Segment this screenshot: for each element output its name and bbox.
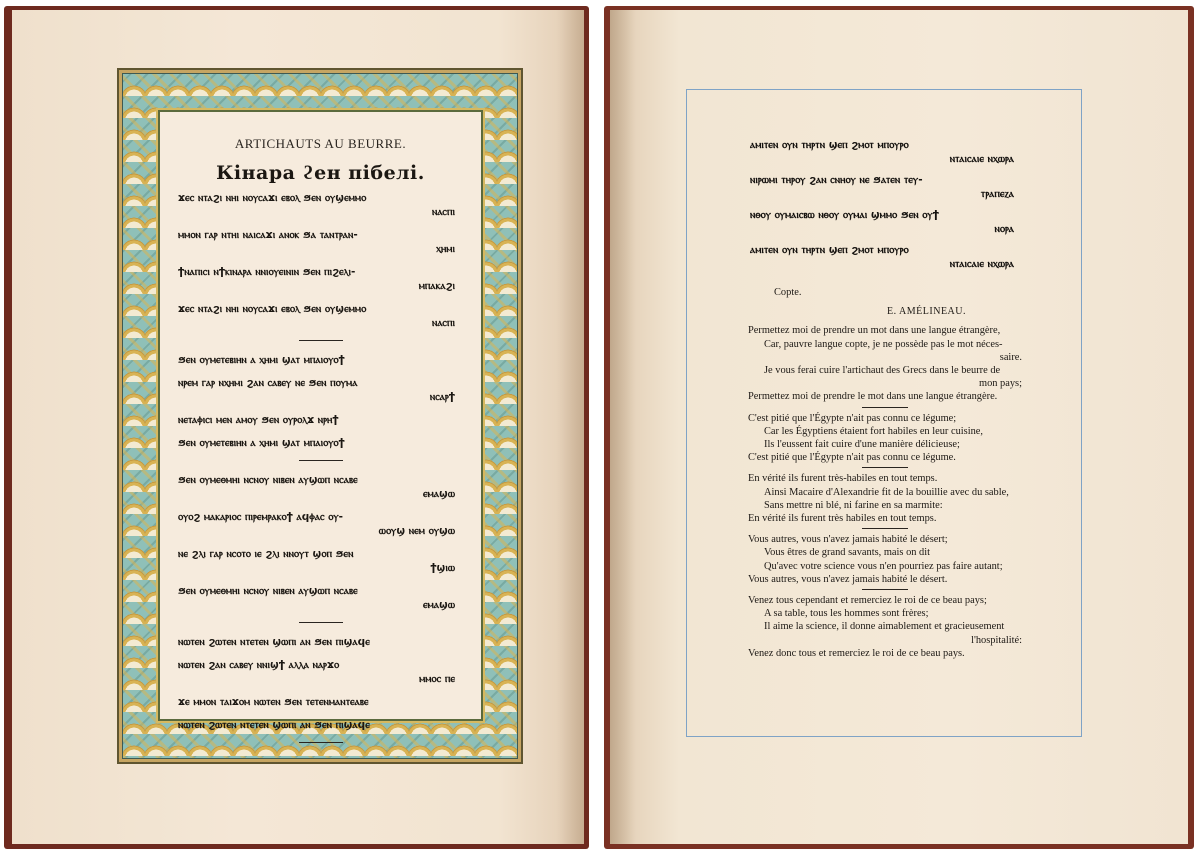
stanza-divider — [862, 467, 908, 468]
verse-text: C'est pitié que l'Égypte n'ait pas connu ce légume. — [748, 452, 956, 464]
verse-line — [748, 438, 1022, 451]
coptic-line — [178, 584, 463, 612]
coptic-line-continuation: ⲛⲧⲁⲓⲥⲁⲓⲉ ⲛⲭⲱⲣⲁ — [949, 258, 1014, 270]
coptic-refrain — [750, 138, 1022, 278]
coptic-line — [178, 413, 463, 427]
coptic-line — [178, 635, 463, 649]
verse-text: Venez tous cependant et remerciez le roi de ce beau pays; — [748, 595, 987, 607]
french-translation — [748, 286, 1022, 660]
coptic-line-text: ⲛⲓⲣⲱⲙⲓ ⲧⲏⲣⲟⲩ ϩⲁⲛ ⲥⲛⲏⲟⲩ ⲛⲉ ϧⲁⲧⲉⲛ ⲧⲉⲩ- — [750, 174, 923, 186]
coptic-line-text: ⲁⲙⲓⲧⲉⲛ ⲟⲩⲛ ⲧⲏⲣⲧⲛ ϣⲉⲡ ϩⲙⲟⲧ ⲙⲡⲟⲩⲣⲟ — [750, 139, 909, 151]
verse-continuation: mon pays; — [978, 378, 1022, 390]
coptic-stanzas — [178, 191, 463, 743]
verse-line — [748, 486, 1022, 499]
coptic-line-continuation: ⲧⲣⲁⲡⲉⲍⲁ — [980, 188, 1014, 200]
verse-line — [748, 594, 1022, 607]
verse-continuation: l'hospitalité: — [971, 634, 1022, 646]
verse-line — [748, 573, 1022, 586]
coptic-line-text: ⲛⲱⲧⲉⲛ ϩⲱⲧⲉⲛ ⲛⲧⲉⲧⲉⲛ ϣⲱⲡⲓ ⲁⲛ ϧⲉⲛ ⲡⲓϣⲁϥⲉ — [178, 719, 370, 731]
coptic-stanza — [178, 473, 463, 612]
coptic-line — [178, 473, 463, 501]
coptic-line-text: ⲙⲙⲟⲛ ⲅⲁⲣ ⲛⲧⲏⲓ ⲛⲁⲓⲥⲁϫⲓ ⲁⲛⲟⲕ ϧⲁ ⲧⲁⲛⲧⲣⲁⲛ- — [178, 229, 358, 241]
coptic-line-text: ϯⲛⲁⲡⲓⲥⲓ ⲛϯⲕⲓⲛⲁⲣⲁ ⲛⲛⲓⲟⲩⲉⲓⲛⲓⲛ ϧⲉⲛ ⲡⲓϩⲉⲗⲓ- — [178, 266, 356, 278]
coptic-line-text: ϧⲉⲛ ⲟⲩⲙⲉⲧⲉⲃⲓⲏⲛ ⲁ ⲭⲏⲙⲓ ϣⲁⲧ ⲙⲡⲁⲓⲟⲩⲟϯ — [178, 437, 345, 449]
verse-line — [748, 647, 1022, 660]
language-label: Copte. — [774, 287, 802, 298]
coptic-line-continuation: ⲛⲥⲁⲣϯ — [429, 391, 455, 403]
verse-line — [748, 364, 1022, 390]
french-stanza — [748, 324, 1022, 403]
verse-line — [748, 390, 1022, 403]
coptic-line-continuation: ⲛⲁⲥⲡⲓ — [432, 206, 455, 218]
coptic-line — [178, 695, 463, 709]
verse-text: Vous êtres de grand savants, mais on dit — [764, 547, 931, 559]
verse-continuation: saire. — [999, 351, 1022, 363]
coptic-line-continuation: ⲛⲟⲣⲁ — [994, 223, 1014, 235]
french-stanza — [748, 594, 1022, 660]
verse-line — [748, 620, 1022, 646]
coptic-line-continuation: ⲙⲙⲟⲥ ⲡⲉ — [419, 673, 455, 685]
verse-text: Permettez moi de prendre un mot dans une langue étrangère, — [748, 325, 1001, 337]
stanza-divider — [862, 407, 908, 408]
coptic-stanza — [178, 353, 463, 450]
french-stanza — [748, 412, 1022, 465]
coptic-line — [178, 302, 463, 330]
verse-line — [748, 607, 1022, 620]
coptic-line — [178, 228, 463, 256]
coptic-line-text: ⲟⲩⲟϩ ⲙⲁⲕⲁⲣⲓⲟⲥ ⲡⲓⲣⲉⲙⲣⲁⲕⲟϯ ⲁϥⲫⲁⲥ ⲟⲩ- — [178, 511, 344, 523]
coptic-line — [178, 436, 463, 450]
verse-text: C'est pitié que l'Égypte n'ait pas connu ce légume; — [748, 412, 957, 424]
verse-line — [748, 499, 1022, 512]
coptic-line — [178, 353, 463, 367]
french-stanza — [748, 472, 1022, 525]
verse-line — [748, 412, 1022, 425]
verse-text: Je vous ferai cuire l'artichaut des Grecs dans le beurre de — [764, 365, 1001, 377]
poem-title: ARTICHAUTS AU BEURRE. — [234, 136, 407, 151]
verse-text: Ainsi Macaire d'Alexandrie fit de la bouillie avec du sable, — [764, 486, 1009, 498]
verse-line — [748, 472, 1022, 485]
verse-text: Car les Égyptiens étaient fort habiles en leur cuisine, — [764, 425, 983, 437]
coptic-line — [750, 243, 1022, 271]
verse-line — [748, 533, 1022, 546]
coptic-column — [160, 112, 481, 731]
stanza-divider — [299, 622, 343, 623]
stanza-divider — [299, 460, 343, 461]
coptic-line-text: ⲛⲑⲟⲩ ⲟⲩⲙⲁⲓⲥⲃⲱ ⲛⲑⲟⲩ ⲟⲩⲙⲁⲓ ϣⲙⲙⲟ ϧⲉⲛ ⲟⲩϯ — [750, 209, 939, 221]
coptic-line-continuation: ⲛⲧⲁⲓⲥⲁⲓⲉ ⲛⲭⲱⲣⲁ — [949, 153, 1014, 165]
stanza-divider — [862, 589, 908, 590]
coptic-line — [178, 718, 463, 732]
verse-line — [748, 425, 1022, 438]
coptic-line-text: ϫⲉ ⲙⲙⲟⲛ ⲧⲁⲓϫⲟⲙ ⲛⲱⲧⲉⲛ ϧⲉⲛ ⲧⲉⲧⲉⲛⲙⲁⲛⲧⲉⲁⲃⲉ — [178, 696, 369, 708]
coptic-line-text: ⲛⲉ ϩⲗⲓ ⲅⲁⲣ ⲛⲥⲟⲧⲟ ⲓⲉ ϩⲗⲓ ⲛⲛⲟⲩⲧ ϣⲟⲡ ϧⲉⲛ — [178, 548, 354, 560]
stanza-divider — [862, 528, 908, 529]
coptic-line-continuation: ⲭⲏⲙⲓ — [436, 243, 455, 255]
coptic-line-continuation: ⲉⲙⲁϣⲱ — [422, 599, 455, 611]
coptic-line-text: ⲛⲉⲧⲁⲫⲓⲥⲓ ⲙⲉⲛ ⲁⲙⲟⲩ ϧⲉⲛ ⲟⲩⲣⲟⲗϫ ⲛⲣⲏϯ — [178, 414, 339, 426]
verse-text: Ils l'eussent fait cuire d'une manière délicieuse; — [764, 439, 960, 451]
coptic-line-continuation: ⲙⲡⲁⲕⲁϩⲓ — [418, 280, 455, 292]
stanza-divider — [299, 742, 343, 743]
french-stanza — [748, 533, 1022, 586]
coptic-line-text: ϧⲉⲛ ⲟⲩⲙⲉⲧⲉⲃⲓⲏⲛ ⲁ ⲭⲏⲙⲓ ϣⲁⲧ ⲙⲡⲁⲓⲟⲩⲟϯ — [178, 354, 345, 366]
coptic-line — [750, 173, 1022, 201]
right-page-gutter-shadow — [610, 10, 636, 844]
coptic-line — [178, 510, 463, 538]
verse-line — [748, 560, 1022, 573]
coptic-line-continuation: ⲉⲙⲁϣⲱ — [422, 488, 455, 500]
coptic-line — [178, 658, 463, 686]
coptic-line-text: ϧⲉⲛ ⲟⲩⲙⲉⲑⲙⲏⲓ ⲛⲥⲛⲟⲩ ⲛⲓⲃⲉⲛ ⲁⲩϣⲱⲡ ⲛⲥⲁⲃⲉ — [178, 474, 358, 486]
coptic-line — [178, 191, 463, 219]
verse-text: A sa table, tous les hommes sont frères; — [764, 608, 929, 620]
coptic-line-text: ϧⲉⲛ ⲟⲩⲙⲉⲑⲙⲏⲓ ⲛⲥⲛⲟⲩ ⲛⲓⲃⲉⲛ ⲁⲩϣⲱⲡ ⲛⲥⲁⲃⲉ — [178, 585, 358, 597]
author-signature: E. AMÉLINEAU. — [887, 306, 966, 318]
coptic-line-text: ϫⲉⲥ ⲛⲧⲁϩⲓ ⲛⲏⲓ ⲛⲟⲩⲥⲁϫⲓ ⲉⲃⲟⲗ ϧⲉⲛ ⲟⲩϣⲉⲙⲙⲟ — [178, 192, 367, 204]
coptic-line-text: ⲛⲱⲧⲉⲛ ϩⲁⲛ ⲥⲁⲃⲉⲩ ⲛⲛⲓϣϯ ⲁⲗⲗⲁ ⲛⲁⲣϫⲟ — [178, 659, 340, 671]
coptic-line-continuation: ϯϣⲓⲱ — [430, 562, 455, 574]
coptic-line-text: ⲛⲣⲉⲙ ⲅⲁⲣ ⲛⲭⲏⲙⲓ ϩⲁⲛ ⲥⲁⲃⲉⲩ ⲛⲉ ϧⲉⲛ ⲡⲟⲩⲙⲁ — [178, 377, 358, 389]
coptic-line — [178, 265, 463, 293]
coptic-title: Кінара ϩен пібелі. — [216, 162, 425, 184]
coptic-line — [750, 138, 1022, 166]
verse-text: Il aime la science, il donne aimablement et gracieusement — [764, 621, 1005, 633]
verse-text: Vous autres, vous n'avez jamais habité le désert; — [748, 534, 948, 546]
coptic-line-continuation: ⲱⲟⲩϣ ⲛⲉⲙ ⲟⲩϣⲱ — [378, 525, 455, 537]
french-stanzas — [748, 324, 1022, 660]
stanza-divider — [299, 340, 343, 341]
coptic-stanza — [178, 191, 463, 330]
verse-text: Permettez moi de prendre le mot dans une langue étrangère. — [748, 391, 998, 403]
verse-text: Car, pauvre langue copte, je ne possède pas le mot néces- — [764, 338, 1003, 350]
verse-line — [748, 324, 1022, 337]
left-page-gutter-shadow — [556, 10, 584, 844]
coptic-line — [178, 376, 463, 404]
verse-text: En vérité ils furent très-habiles en tout temps. — [748, 473, 938, 485]
verse-line — [748, 512, 1022, 525]
coptic-line-continuation: ⲛⲁⲥⲡⲓ — [432, 317, 455, 329]
coptic-line-text: ⲁⲙⲓⲧⲉⲛ ⲟⲩⲛ ⲧⲏⲣⲧⲛ ϣⲉⲡ ϩⲙⲟⲧ ⲙⲡⲟⲩⲣⲟ — [750, 244, 909, 256]
verse-line — [748, 338, 1022, 364]
coptic-stanza — [178, 635, 463, 732]
coptic-line — [750, 208, 1022, 236]
verse-text: Vous autres, vous n'avez jamais habité le désert. — [748, 573, 948, 585]
coptic-line-text: ⲛⲱⲧⲉⲛ ϩⲱⲧⲉⲛ ⲛⲧⲉⲧⲉⲛ ϣⲱⲡⲓ ⲁⲛ ϧⲉⲛ ⲡⲓϣⲁϥⲉ — [178, 636, 370, 648]
verse-text: Qu'avec votre science vous n'en pourriez pas faire autant; — [764, 560, 1003, 572]
verse-text: Sans mettre ni blé, ni farine en sa marmite: — [764, 499, 943, 511]
coptic-line-text: ϫⲉⲥ ⲛⲧⲁϩⲓ ⲛⲏⲓ ⲛⲟⲩⲥⲁϫⲓ ⲉⲃⲟⲗ ϧⲉⲛ ⲟⲩϣⲉⲙⲙⲟ — [178, 303, 367, 315]
verse-text: En vérité ils furent très habiles en tout temps. — [748, 513, 937, 525]
coptic-line — [178, 547, 463, 575]
verse-text: Venez donc tous et remerciez le roi de ce beau pays. — [748, 647, 965, 659]
verse-line — [748, 546, 1022, 559]
coptic-text-panel — [158, 110, 483, 731]
verse-line — [748, 451, 1022, 464]
